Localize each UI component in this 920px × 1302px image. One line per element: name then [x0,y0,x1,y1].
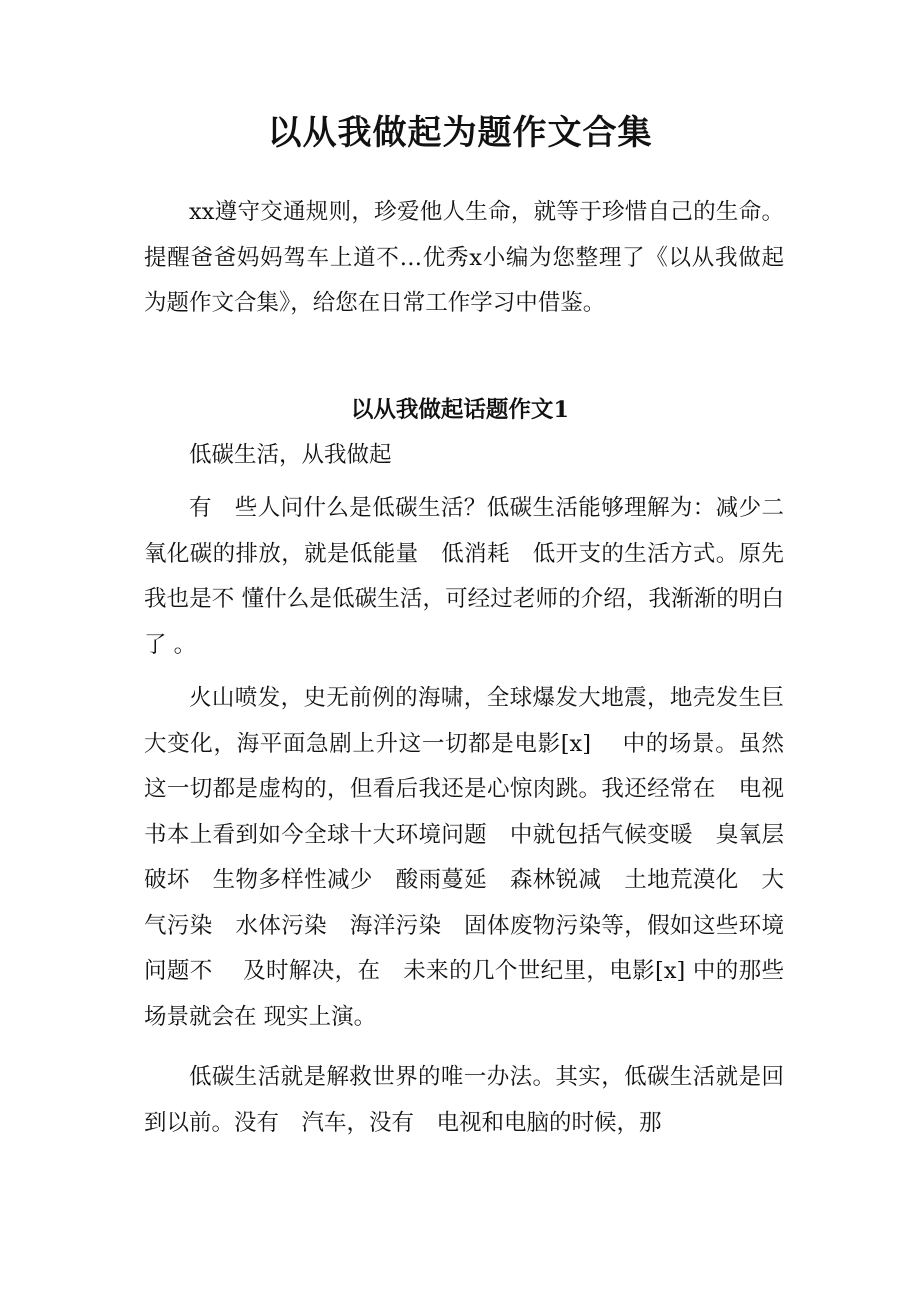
section-title: 以从我做起话题作文1 [350,397,570,423]
document-title: 以从我做起为题作文合集 [267,113,653,153]
intro-paragraph: xx遵守交通规则，珍爱他人生命，就等于珍惜自己的生命。提醒爸爸妈妈驾车上道不…优秀x小编为您整理了《以从我做起为题作文合集》，给您在日常工作学习中借鉴。 [144,199,784,316]
paragraph-2: 火山喷发，史无前例的海啸，全球爆发大地震，地壳发生巨大变化，海平面急剧上升这一切都是电影[x] 中的场景。虽然这一切都是虚构的，但看后我还是心惊肉跳。我还经常在 电视 书本上看到如今全球十大环境问题 中就包括气候变暖 臭氧层破坏 生物多样性减少 酸雨蔓延 森林锐减 土地荒漠化 大气污染 水体污染 海洋污染 固体废物污染等，假如这些环境问题不 及时解决，在 未来的几个世纪里，电影[x] 中的那些场景就会在 现实上演。 [144,685,807,1030]
essay-heading: 低碳生活，从我做起 [189,442,392,468]
paragraph-3: 低碳生活就是解救世界的唯一办法。其实，低碳生活就是回到以前。没有 汽车，没有 电视和电脑的时候，那 [144,1064,784,1136]
paragraph-1: 有 些人问什么是低碳生活？低碳生活能够理解为：减少二氧化碳的排放，就是低能量 低消耗 低开支的生活方式。原先我也是不 懂什么是低碳生活，可经过老师的介绍，我渐渐的明白了 。 [144,495,784,658]
